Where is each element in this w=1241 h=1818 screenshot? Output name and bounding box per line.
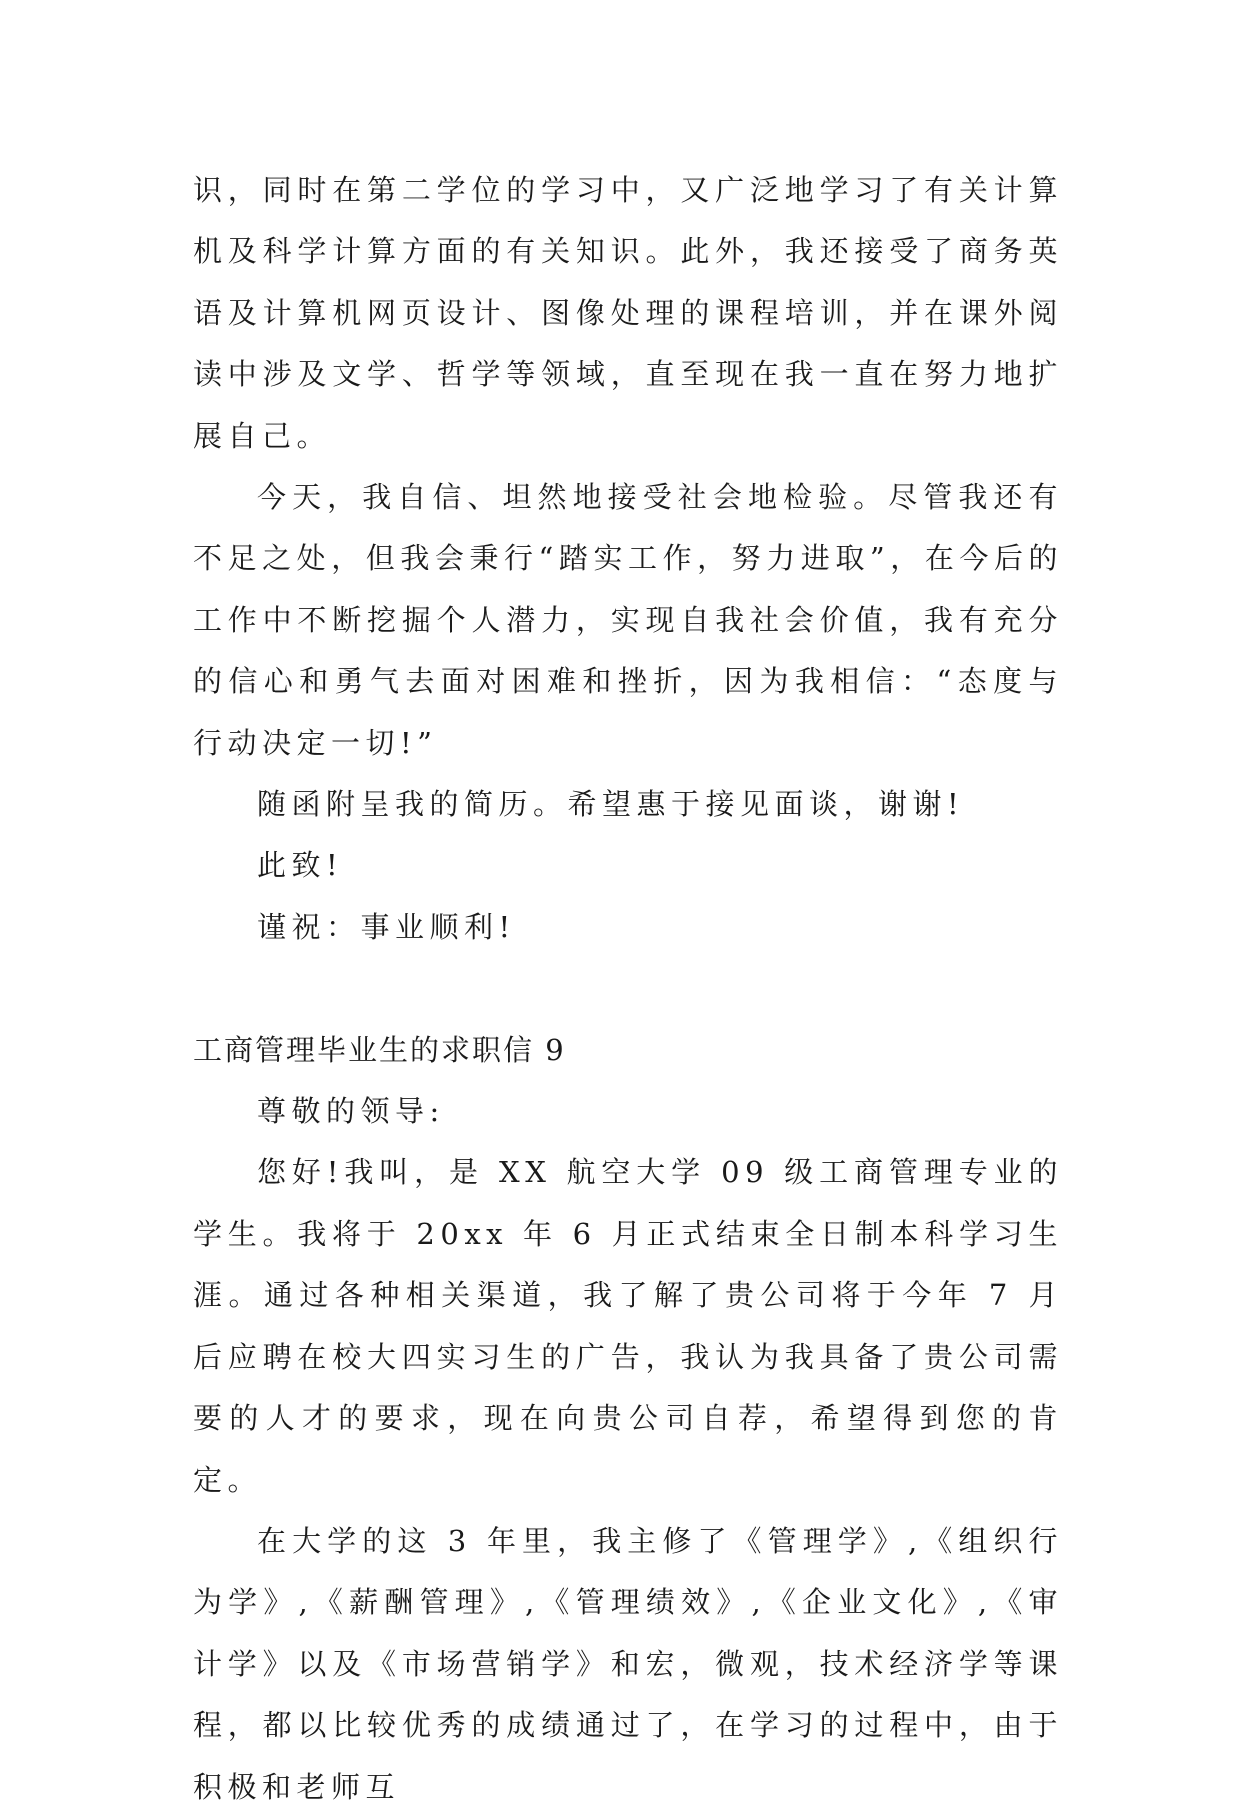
paragraph-courses: 在大学的这 3 年里，我主修了《管理学》,《组织行为学》,《薪酬管理》,《管理绩效》,《企业文化》,《审计学》以及《市场营销学》和宏，微观，技术经济学等课程，都以比较优秀的成绩通过了，在学习的过程中，由于积极和老师互 [193, 1523, 1063, 1804]
paragraph-salutation-close: 此致! [257, 848, 344, 883]
paragraph-resume-attached: 随函附呈我的简历。希望惠于接见面谈，谢谢! [257, 787, 965, 822]
document-body [193, 160, 1063, 1818]
paragraph-greeting: 尊敬的领导: [257, 1094, 445, 1129]
blank-line [193, 958, 1063, 1019]
paragraph-introduction: 您好!我叫，是 XX 航空大学 09 级工商管理专业的学生。我将于 20xx 年 6 月正式结束全日制本科学习生涯。通过各种相关渠道，我了解了贵公司将于今年 7 月后应聘在校大四实习生的广告，我认为我具备了贵公司需要的人才的要求，现在向贵公司自荐，希望得到您的肯定。 [193, 1155, 1063, 1497]
paragraph-continued: 识，同时在第二学位的学习中，又广泛地学习了有关计算机及科学计算方面的有关知识。此外，我还接受了商务英语及计算机网页设计、图像处理的课程培训，并在课外阅读中涉及文学、哲学等领域，直至现在我一直在努力地扩展自己。 [193, 173, 1063, 453]
section-title: 工商管理毕业生的求职信 9 [193, 1032, 566, 1067]
paragraph-wishes: 谨祝：事业顺利! [257, 909, 516, 944]
paragraph-confidence: 今天，我自信、坦然地接受社会地检验。尽管我还有不足之处，但我会秉行“踏实工作，努力进取”，在今后的工作中不断挖掘个人潜力，实现自我社会价值，我有充分的信心和勇气去面对困难和挫折，因为我相信：“态度与行动决定一切!” [193, 480, 1063, 760]
